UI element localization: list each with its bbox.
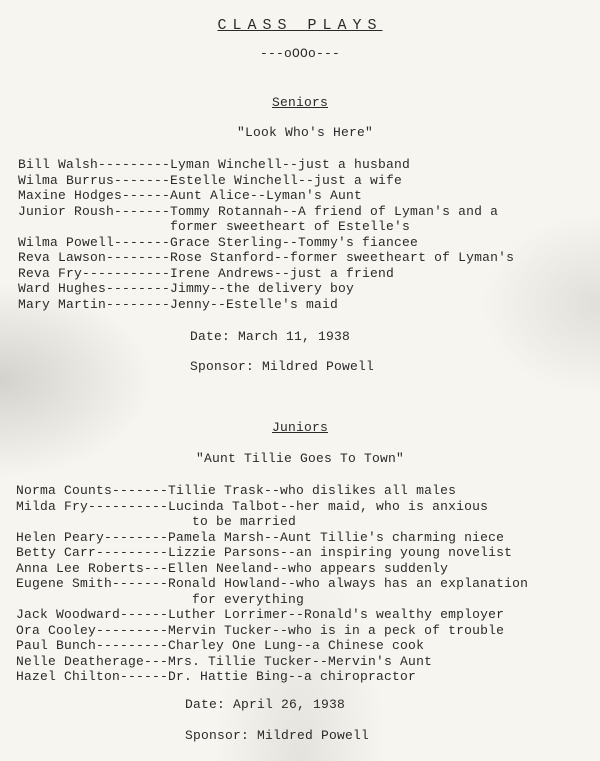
cast-line: Betty Carr---------Lizzie Parsons--an inspiring young novelist: [16, 545, 513, 560]
cast-line: Ward Hughes--------Jimmy--the delivery boy: [18, 281, 355, 296]
cast-line: Norma Counts-------Tillie Trask--who dislikes all males: [16, 483, 457, 498]
cast-line: Anna Lee Roberts---Ellen Neeland--who appears suddenly: [16, 560, 449, 576]
juniors-cast-list: [16, 483, 528, 685]
seniors-date: Date: March 11, 1938: [190, 329, 351, 344]
seniors-sponsor: Sponsor: Mildred Powell: [190, 359, 375, 374]
juniors-heading: Juniors: [271, 420, 328, 435]
cast-line: Reva Lawson--------Rose Stanford--former sweetheart of Lyman's: [18, 250, 515, 265]
cast-line: Milda Fry----------Lucinda Talbot--her maid, who is anxious to be married: [16, 498, 489, 529]
cast-line: Bill Walsh---------Lyman Winchell--just a husband: [18, 157, 411, 172]
cast-line: Jack Woodward------Luther Lorrimer--Ronald's wealthy employer: [16, 607, 505, 622]
cast-line: Eugene Smith-------Ronald Howland--who always has an explanation for everything: [16, 576, 529, 607]
seniors-play-title: "Look Who's Here": [236, 125, 374, 140]
cast-line: Ora Cooley---------Mervin Tucker--who is in a peck of trouble: [16, 622, 505, 638]
juniors-play-title: "Aunt Tillie Goes To Town": [195, 451, 405, 466]
cast-line: Junior Roush-------Tommy Rotannah--A friend of Lyman's and a former sweetheart of Estelle's: [18, 203, 499, 234]
cast-line: Helen Peary--------Pamela Marsh--Aunt Tillie's charming niece: [16, 529, 505, 545]
seniors-cast-list: [18, 157, 514, 312]
title-separator: ---oOOo---: [259, 46, 340, 61]
seniors-heading: Seniors: [271, 95, 328, 110]
cast-line: Paul Bunch---------Charley One Lung--a Chinese cook: [16, 638, 425, 653]
cast-line: Hazel Chilton------Dr. Hattie Bing--a chiropractor: [16, 669, 417, 684]
page-title: CLASS PLAYS: [217, 17, 383, 34]
cast-line: Wilma Burrus-------Estelle Winchell--just a wife: [18, 172, 403, 188]
juniors-sponsor: Sponsor: Mildred Powell: [185, 728, 370, 743]
cast-line: Maxine Hodges------Aunt Alice--Lyman's Aunt: [18, 188, 363, 203]
cast-line: Reva Fry-----------Irene Andrews--just a friend: [18, 265, 395, 281]
cast-line: Wilma Powell-------Grace Sterling--Tommy's fiancee: [18, 234, 419, 250]
juniors-date: Date: April 26, 1938: [185, 697, 346, 712]
cast-line: Mary Martin--------Jenny--Estelle's maid: [18, 296, 339, 312]
cast-line: Nelle Deatherage---Mrs. Tillie Tucker--Mervin's Aunt: [16, 653, 433, 669]
